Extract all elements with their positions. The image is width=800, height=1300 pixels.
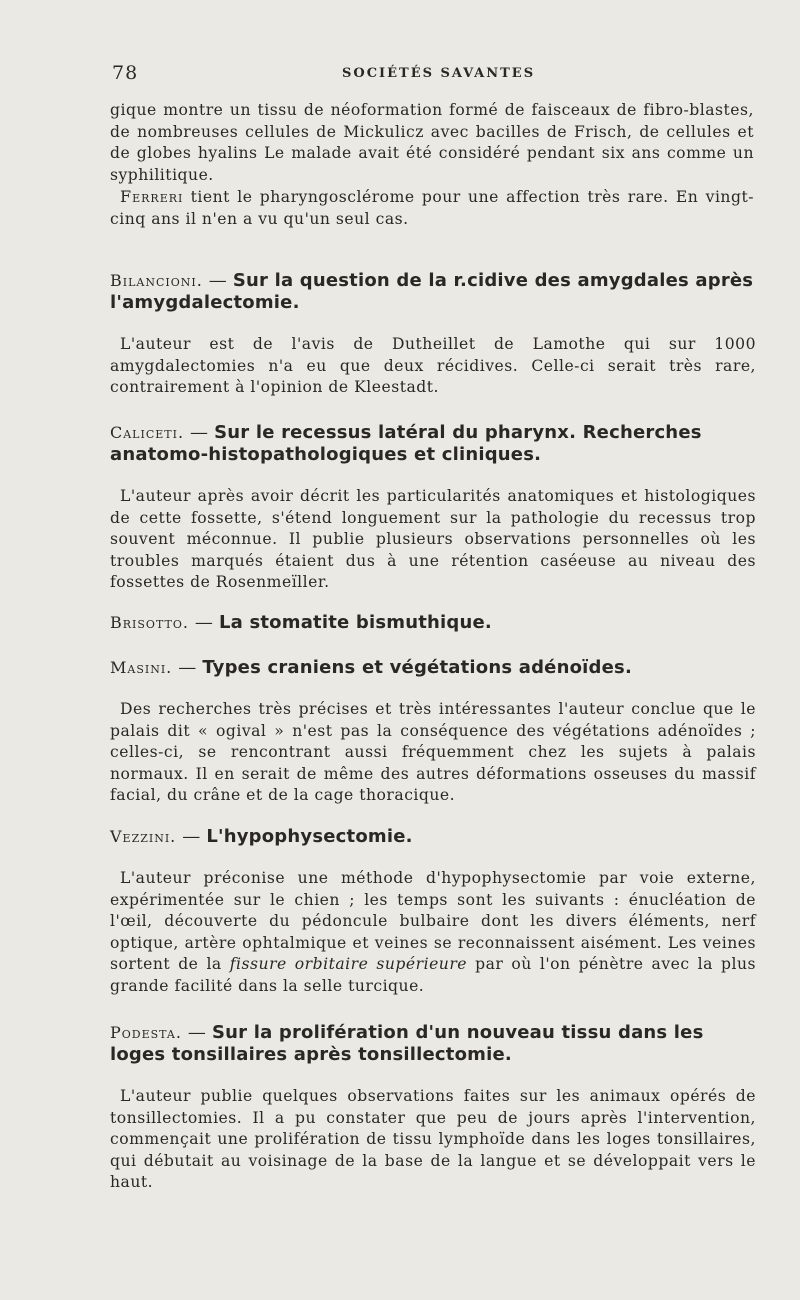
dash: — — [182, 826, 201, 847]
abstract-heading — [110, 612, 756, 634]
text-part: L'auteur préconise une méthode d'hypophysectomie par voie externe, expérimentée sur le chien ; les temps sont les suivants : énucléation de l'œil, découverte du pédoncule bulbaire dont les divers éléments, nerf optique, artère ophtalmique et veines se reconnaissent aisément. Les veines sortent de la — [110, 869, 756, 974]
abstract-text — [110, 868, 756, 998]
abstract-heading — [110, 1022, 756, 1066]
abstract-heading — [110, 826, 756, 848]
dash: — — [187, 1022, 207, 1043]
abstract-title: L'hypophysectomie. — [206, 826, 413, 847]
dash: — — [208, 270, 227, 291]
author-name: Ferreri — [120, 187, 184, 207]
continuation-paragraph: gique montre un tissu de néoformation formé de faisceaux de fibro-blastes, de nombreuses cellules de Mickulicz avec bacilles de Frisch, de cellules et de globes hyalins Le malade avait été considéré pendant six ans comme un syphilitique. — [110, 101, 754, 184]
abstract-brisotto — [110, 612, 756, 654]
abstract-podesta — [110, 1022, 756, 1194]
abstract-masini — [110, 657, 756, 807]
author-name: Caliceti. — [110, 423, 185, 442]
page-header — [112, 62, 752, 92]
ferreri-paragraph — [110, 186, 754, 230]
abstract-caliceti — [110, 422, 756, 594]
italic-term: fissure orbitaire supérieure — [229, 955, 468, 974]
abstract-heading — [110, 422, 756, 466]
abstract-text: Des recherches très précises et très intéressantes l'auteur conclue que le palais dit « ogival » n'est pas la conséquence des végétations adénoïdes ; celles-ci, se rencontrant aussi fréquemment chez les sujets à palais normaux. Il en serait de même des autres déformations osseuses du massif facial, du crâne et de la cage thoracique. — [110, 700, 756, 805]
abstract-text: L'auteur après avoir décrit les particularités anatomiques et histologiques de cette fossette, s'étend longuement sur la pathologie du recessus trop souvent méconnue. Il publie plusieurs observations personnelles où les troubles marqués étaient dus à une rétention caséeuse au niveau des fossettes de Rosenmeïller. — [110, 487, 756, 592]
abstract-title: La stomatite bismuthique. — [218, 612, 492, 633]
abstract-heading — [110, 270, 756, 314]
text-part: par où l'on pénètre avec la plus grande facilité dans la selle turcique. — [110, 955, 756, 995]
author-name: Vezzini. — [110, 827, 177, 846]
abstract-text: L'auteur est de l'avis de Dutheillet de Lamothe qui sur 1000 amygdalectomies n'a eu que deux récidives. Celle-ci serait très rare, contrairement à l'opinion de Kleestadt. — [110, 335, 756, 397]
author-name: Bilancioni. — [110, 271, 203, 290]
abstract-title: Sur la prolifération d'un nouveau tissu dans les loges tonsillaires après tonsillectomie. — [110, 1022, 704, 1065]
abstract-title: Sur le recessus latéral du pharynx. Recherches anatomo-histopathologiques et cliniques. — [110, 422, 702, 465]
abstract-bilancioni — [110, 270, 756, 399]
continuation-text — [110, 100, 754, 231]
paragraph-text: tient le pharyngosclérome pour une affection très rare. En vingt-cinq ans il n'en a vu qu'un seul cas. — [110, 188, 754, 228]
dash: — — [189, 422, 209, 443]
running-head: SOCIÉTÉS SAVANTES — [342, 66, 536, 81]
abstract-heading — [110, 657, 756, 679]
author-name: Podesta. — [110, 1023, 182, 1042]
abstract-title: Types craniens et végétations adénoïdes. — [202, 657, 632, 678]
dash: — — [194, 612, 214, 633]
author-name: Masini. — [110, 658, 173, 677]
abstract-vezzini — [110, 826, 756, 998]
abstract-text: L'auteur publie quelques observations faites sur les animaux opérés de tonsillectomies. Il a pu constater que peu de jours après l'intervention, commençait une prolifération de tissu lymphoïde dans les loges tonsillaires, qui débutait au voisinage de la base de la langue et se développait vers le haut. — [110, 1087, 756, 1192]
abstract-title: Sur la question de la r.cidive des amygdales après l'amygdalectomie. — [110, 270, 754, 313]
page-number: 78 — [112, 62, 139, 84]
author-name: Brisotto. — [110, 613, 189, 632]
dash: — — [178, 657, 197, 678]
